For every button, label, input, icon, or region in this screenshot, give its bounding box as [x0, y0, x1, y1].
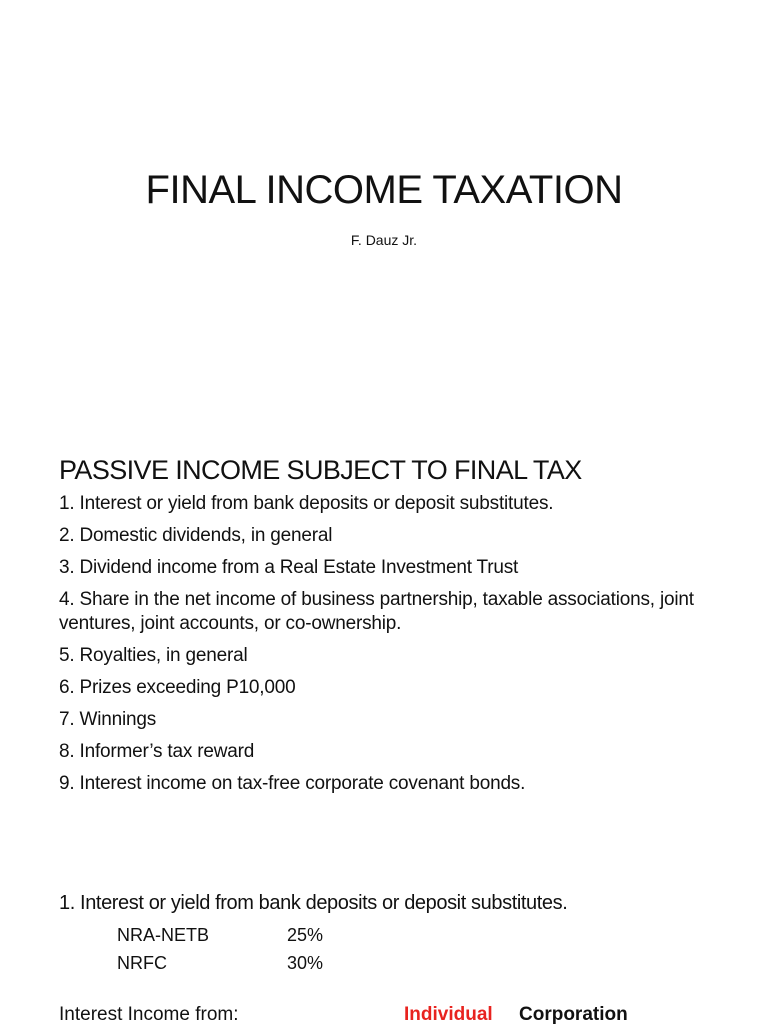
corporation-column-header: Corporation: [519, 1004, 628, 1025]
interest-income-from-label: Interest Income from:: [59, 1004, 239, 1025]
individual-column-header: Individual: [404, 1004, 493, 1025]
author-name: F. Dauz Jr.: [350, 232, 418, 248]
list-item: 6. Prizes exceeding P10,000: [59, 677, 296, 698]
rate-label: NRFC: [117, 953, 167, 973]
list-item: 8. Informer’s tax reward: [59, 741, 255, 762]
section-heading: PASSIVE INCOME SUBJECT TO FINAL TAX: [59, 455, 582, 485]
rate-value: 30%: [287, 953, 324, 973]
list-item: 2. Domestic dividends, in general: [59, 525, 333, 546]
document-title: FINAL INCOME TAXATION: [145, 168, 623, 212]
list-item: 5. Royalties, in general: [59, 645, 248, 666]
interest-heading: 1. Interest or yield from bank deposits or deposit substitutes.: [59, 892, 568, 914]
interest-income-slide: [0, 820, 768, 1024]
title-slide: [0, 0, 768, 400]
passive-income-slide: [0, 400, 768, 820]
list-item: 4. Share in the net income of business partnership, taxable associations, joint ventures, joint accounts, or co-ownership.: [59, 589, 694, 634]
rate-label: NRA-NETB: [117, 925, 210, 945]
passive-income-list: [59, 492, 699, 804]
list-item: 1. Interest or yield from bank deposits or deposit substitutes.: [59, 493, 554, 514]
list-item: 9. Interest income on tax-free corporate covenant bonds.: [59, 773, 526, 794]
rate-row-nrfc: [117, 953, 323, 974]
list-item: 3. Dividend income from a Real Estate Investment Trust: [59, 557, 519, 578]
rate-row-nra-netb: [117, 925, 323, 946]
rate-value: 25%: [287, 925, 324, 945]
list-item: 7. Winnings: [59, 709, 157, 730]
